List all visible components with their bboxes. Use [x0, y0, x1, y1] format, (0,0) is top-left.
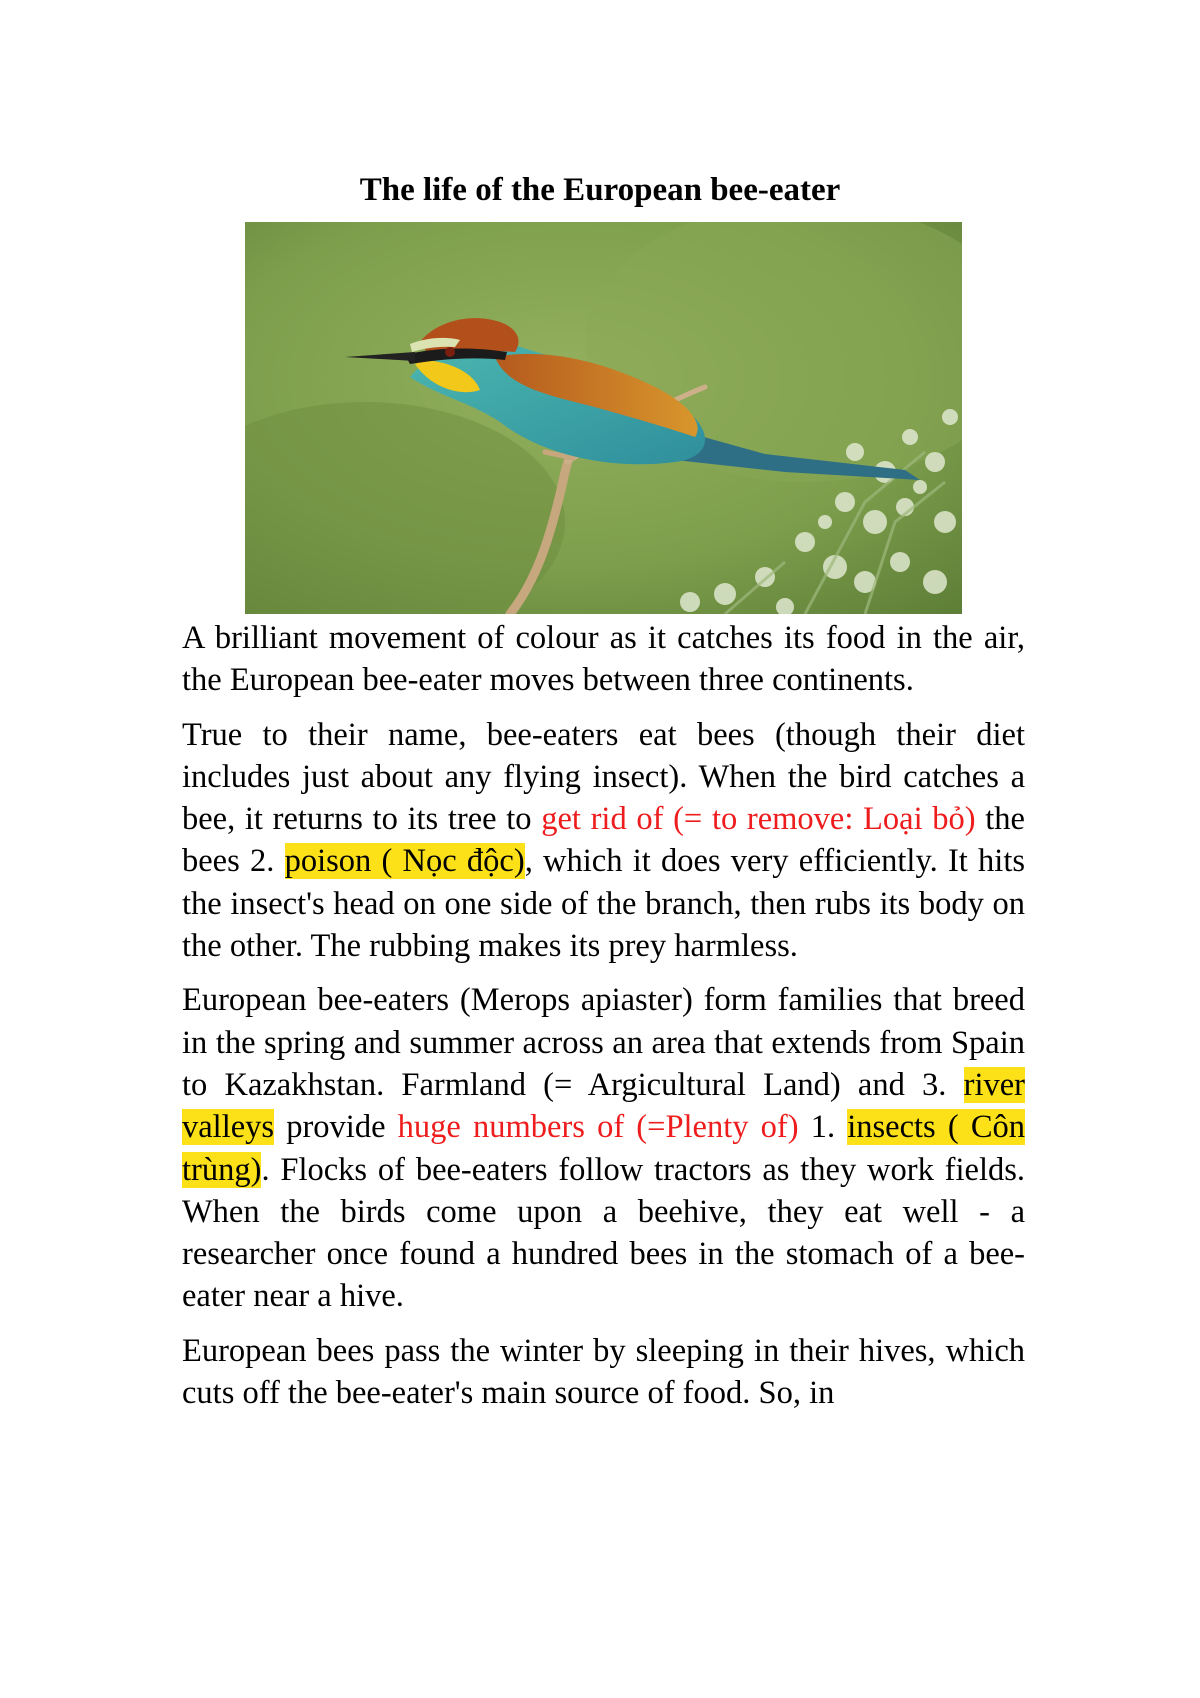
highlight-insects: insects ( Côn trùng)	[182, 1109, 1026, 1188]
article-body	[182, 617, 1025, 1414]
paragraph-2	[182, 714, 1025, 968]
paragraph-3	[182, 979, 1025, 1317]
paragraph-1-text: A brilliant movement of colour as it catches its food in the air, the European bee-eater moves between three continents.	[182, 620, 1025, 699]
highlight-poison: poison ( Nọc độc)	[284, 843, 525, 880]
vocab-huge-numbers-of: huge numbers of (=Plenty of)	[397, 1109, 799, 1146]
paragraph-3-text-a: European bee-eaters (Merops apiaster) form families that breed in the spring and summer across an area that extends from Spain to Kazakhstan. Farmland (= Argicultural Land) and 3.	[182, 982, 1025, 1103]
bee-eater-illustration	[245, 222, 962, 614]
document-title: The life of the European bee-eater	[359, 172, 841, 208]
vocab-get-rid-of: get rid of (= to remove: Loại bỏ)	[541, 801, 976, 838]
paragraph-3-text-c: provide	[274, 1109, 398, 1146]
paragraph-4	[182, 1330, 1025, 1415]
paragraph-2-text-a: True to their name, bee-eaters eat bees (though their diet includes just about any flying insect). When the bird catches a bee, it returns to its tree to	[182, 716, 1025, 838]
paragraph-3-text-e: 1.	[798, 1109, 848, 1146]
paragraph-2-text-c: the bees 2.	[182, 801, 1025, 880]
bee-eater-photo	[245, 222, 962, 614]
paragraph-1	[182, 617, 1025, 702]
highlight-river-valleys: river valleys	[182, 1066, 1025, 1146]
paragraph-4-text: European bees pass the winter by sleeping in their hives, which cuts off the bee-eater's main source of food. So, in	[182, 1332, 1025, 1412]
paragraph-3-text-g: . Flocks of bee-eaters follow tractors as they work fields. When the birds come upon a beehive, they eat well - a researcher once found a hundred bees in the stomach of a bee-eater near a hive.	[182, 1151, 1025, 1315]
paragraph-2-text-e: , which it does very efficiently. It hits the insect's head on one side of the branch, then rubs its body on the other. The rubbing makes its prey harmless.	[182, 843, 1025, 965]
